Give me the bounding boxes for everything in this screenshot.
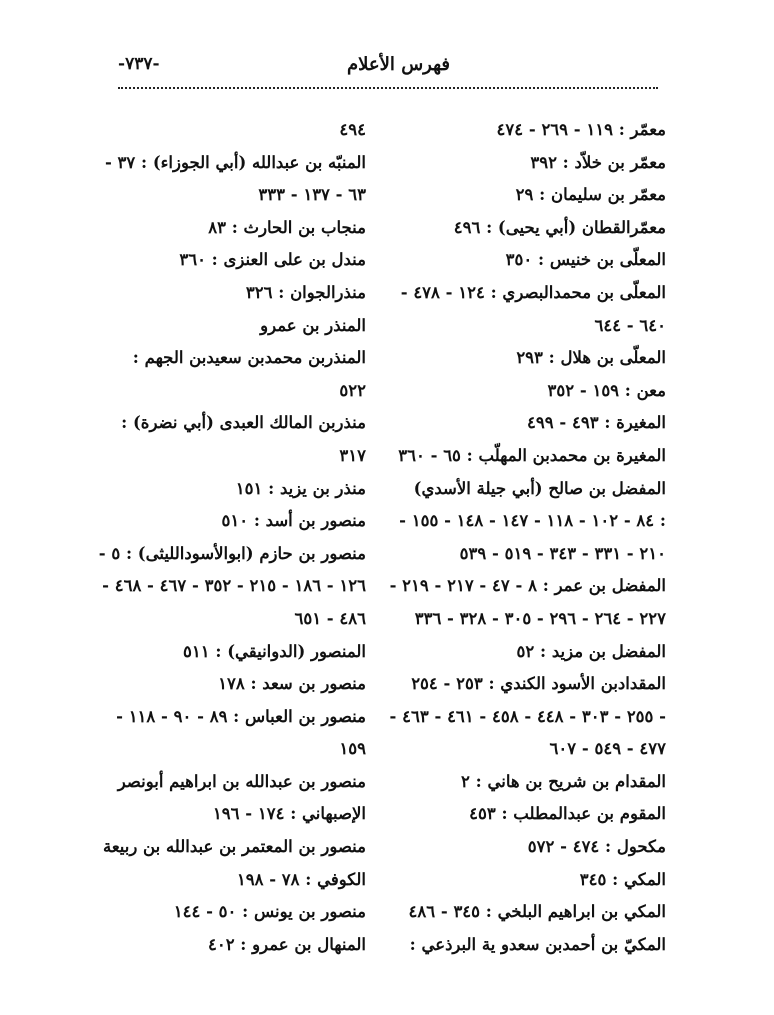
index-entry: المكي بن ابراهيم البلخي : ٣٤٥ - ٤٨٦ — [408, 902, 666, 922]
index-entry: المنصور (الدوانيقي) : ٥١١ — [183, 641, 366, 661]
index-entry: منصور بن المعتمر بن عبدالله بن ربيعة — [102, 837, 366, 857]
index-entry: ٥٢٢ — [339, 380, 366, 400]
index-entry: المنذربن محمدبن سعيدبن الجهم : — [132, 348, 366, 368]
page-header — [118, 50, 658, 84]
index-entry: معمّر بن سليمان : ٢٩ — [515, 185, 666, 205]
index-entry: ٤٧٧ - ٥٤٩ - ٦٠٧ — [549, 739, 666, 759]
index-column-left — [98, 114, 366, 974]
index-entry: المنهال بن عمرو : ٤٠٢ — [207, 934, 366, 954]
index-entry: منصور بن سعد : ١٧٨ — [218, 674, 366, 694]
header-title: فهرس الأعلام — [347, 54, 450, 75]
index-entry: المفضل بن عمر : ٨ - ٤٧ - ٢١٧ - ٢١٩ - — [389, 576, 666, 596]
index-entry: الإصبهاني : ١٧٤ - ١٩٦ — [212, 804, 366, 824]
index-entry: معمّر : ١١٩ - ٢٦٩ - ٤٧٤ — [496, 120, 666, 139]
index-entry: الكوفي : ٧٨ - ١٩٨ — [236, 869, 366, 889]
page-number: -٧٣٧- — [118, 54, 160, 74]
index-entry: منذر بن يزيد : ١٥١ — [235, 478, 366, 498]
index-entry: المقدادبن الأسود الكندي : ٢٥٣ - ٢٥٤ — [411, 674, 666, 694]
index-entry: ٢١٠ - ٣٣١ - ٣٤٣ - ٥١٩ - ٥٣٩ — [459, 543, 666, 563]
index-entry: - ٢٥٥ - ٣٠٣ - ٤٤٨ - ٤٥٨ - ٤٦١ - ٤٦٣ - — [389, 706, 666, 726]
index-entry: المغيرة : ٤٩٣ - ٤٩٩ — [527, 413, 666, 433]
index-entry: معن : ١٥٩ - ٣٥٢ — [547, 380, 666, 400]
index-column-right — [389, 114, 666, 974]
index-entry: ٢٢٧ - ٢٦٤ - ٢٩٦ - ٣٠٥ - ٣٢٨ - ٣٣٦ — [414, 608, 666, 628]
index-entry: المقدام بن شريح بن هاني : ٢ — [461, 771, 666, 791]
index-entry: المغيرة بن محمدبن المهلّب : ٦٥ - ٣٦٠ — [398, 445, 666, 465]
index-entry: منذربن المالك العبدى (أبي نضرة) : — [121, 413, 366, 433]
index-entry: المكي : ٣٤٥ — [579, 869, 666, 889]
index-entry: معمّرالقطان (أبي يحيى) : ٤٩٦ — [453, 217, 666, 237]
index-entry: منصور بن يونس : ٥٠ - ١٤٤ — [173, 902, 366, 922]
index-entry: : ٨٤ - ١٠٢ - ١١٨ - ١٤٧ - ١٤٨ - ١٥٥ - — [399, 511, 666, 531]
index-entry: منذرالجوان : ٣٢٦ — [245, 282, 366, 302]
index-entry: مندل بن على العنزى : ٣٦٠ — [179, 250, 366, 270]
index-entry: ٤٨٦ - ٦٥١ — [294, 608, 366, 628]
index-entry: منصور بن عبدالله بن ابراهيم أبونصر — [117, 771, 366, 791]
index-entry: معمّر بن خلاّد : ٣٩٢ — [530, 152, 666, 172]
index-entry: منصور بن أسد : ٥١٠ — [221, 511, 366, 531]
index-entry: المنبّه بن عبدالله (أبي الجوزاء) : ٣٧ - — [104, 152, 366, 172]
index-entry: مكحول : ٤٧٤ - ٥٧٢ — [527, 837, 666, 857]
index-entry: منصور بن العباس : ٨٩ - ٩٠ - ١١٨ - — [116, 706, 366, 726]
index-entry: ١٢٦ - ١٨٦ - ٢١٥ - ٣٥٢ - ٤٦٧ - ٤٦٨ - — [102, 576, 366, 596]
index-entry: المكيّ بن أحمدبن سعدو ية البرذعي : — [409, 934, 666, 954]
index-entry: المنذر بن عمرو — [260, 315, 366, 335]
index-entry: المفضل بن صالح (أبي جيلة الأسدي) — [413, 478, 666, 498]
index-entry: المعلّى بن خنيس : ٣٥٠ — [505, 250, 666, 270]
header-dotted-rule — [118, 87, 658, 89]
index-entry: المقوم بن عبدالمطلب : ٤٥٣ — [469, 804, 666, 824]
index-entry: المعلّى بن محمدالبصري : ١٢٤ - ٤٧٨ - — [400, 282, 666, 302]
index-entry: منجاب بن الحارث : ٨٣ — [208, 217, 366, 237]
index-entry: ١٥٩ — [339, 739, 366, 759]
index-entry: المعلّى بن هلال : ٢٩٣ — [516, 348, 666, 368]
index-entry: المفضل بن مزيد : ٥٢ — [516, 641, 666, 661]
index-entry: ٦٤٠ - ٦٤٤ — [594, 315, 666, 335]
index-entry: ٣١٧ — [339, 445, 366, 465]
index-entry: ٤٩٤ — [339, 120, 366, 139]
index-entry: منصور بن حازم (ابوالأسودالليثى) : ٥ - — [98, 543, 366, 563]
index-entry: ٦٣ - ١٣٧ - ٣٣٣ — [258, 185, 366, 205]
